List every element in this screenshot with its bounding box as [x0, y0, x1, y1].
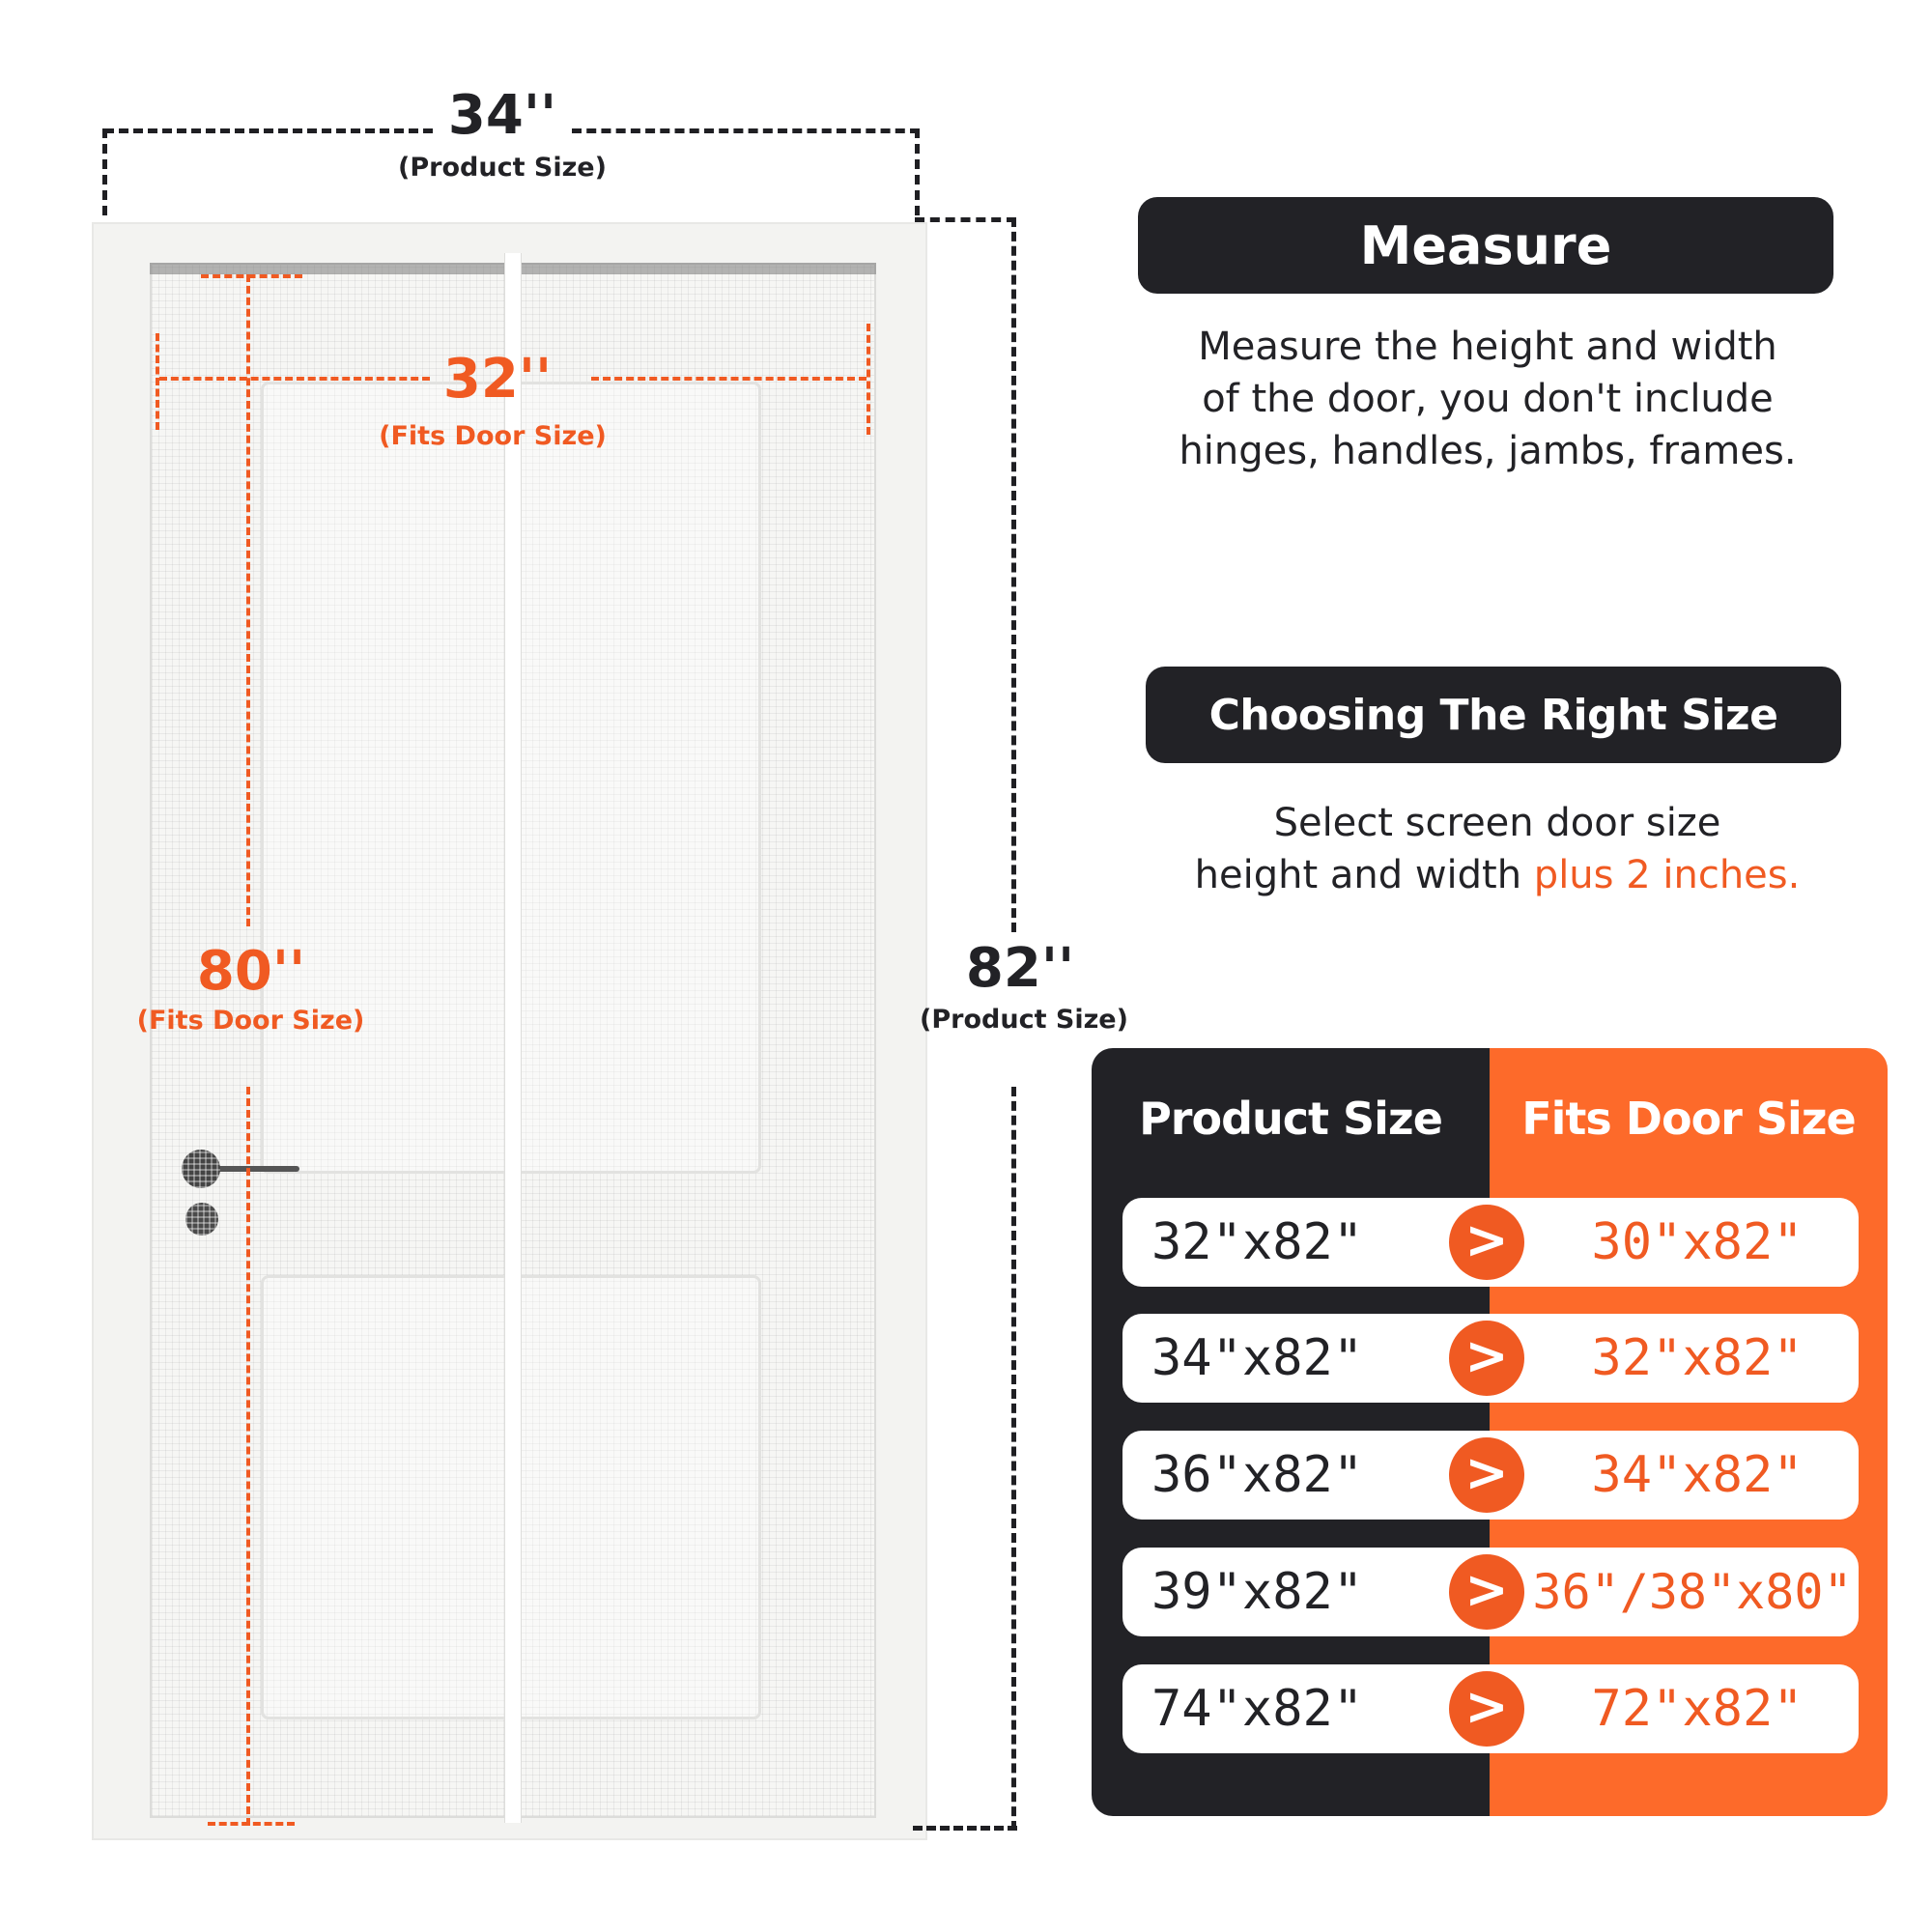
choosing-line-2-prefix: height and width — [1194, 853, 1534, 897]
fits-width-value: 32'' — [442, 348, 553, 411]
row-product-size: 32"x82" — [1151, 1213, 1364, 1271]
choosing-title: Choosing The Right Size — [1146, 667, 1841, 763]
table-header-product: Product Size — [1139, 1093, 1442, 1145]
product-width-value: 34'' — [447, 84, 557, 147]
door-lock-icon — [185, 1203, 218, 1236]
measure-line-2: of the door, you don't include — [1202, 377, 1774, 421]
size-table — [1092, 1048, 1888, 1816]
fits-width-line-right — [591, 377, 867, 381]
measure-title: Measure — [1138, 197, 1833, 294]
fits-width-label: (Fits Door Size) — [379, 421, 607, 451]
fits-height-value: 80'' — [196, 940, 306, 1003]
choosing-line-1: Select screen door size — [1273, 801, 1721, 845]
row-fits-size: 30"x82" — [1591, 1213, 1804, 1271]
measure-description — [1130, 321, 1845, 477]
row-fits-size: 32"x82" — [1591, 1329, 1804, 1387]
row-fits-size: 72"x82" — [1591, 1680, 1804, 1738]
row-product-size: 36"x82" — [1151, 1446, 1364, 1504]
row-product-size: 34"x82" — [1151, 1329, 1364, 1387]
door-handle-lever — [214, 1166, 299, 1172]
row-product-size: 39"x82" — [1151, 1563, 1364, 1621]
product-height-line-bottom — [1011, 1087, 1016, 1831]
row-product-size: 74"x82" — [1151, 1680, 1364, 1738]
product-height-tick-bottom — [913, 1826, 1017, 1831]
measure-line-1: Measure the height and width — [1198, 325, 1777, 369]
product-height-tick-top — [915, 217, 1016, 222]
product-width-tick-right — [915, 128, 920, 215]
product-width-line-right — [572, 128, 920, 133]
fits-height-line-top — [246, 274, 250, 926]
arrow-right-icon: > — [1449, 1205, 1524, 1280]
product-height-label: (Product Size) — [920, 1005, 1128, 1035]
choosing-description — [1130, 797, 1864, 901]
table-row — [1122, 1314, 1859, 1403]
product-height-line-top — [1011, 217, 1016, 932]
product-width-tick-left — [102, 128, 107, 215]
fits-height-line-bottom — [246, 1087, 250, 1826]
table-header-fits: Fits Door Size — [1521, 1093, 1856, 1145]
table-row — [1122, 1664, 1859, 1753]
table-row — [1122, 1548, 1859, 1636]
choosing-line-2-accent: plus 2 inches. — [1533, 853, 1801, 897]
fits-width-tick-right — [867, 324, 870, 435]
table-row — [1122, 1198, 1859, 1287]
door-handle-icon — [182, 1150, 220, 1188]
product-width-line-left — [104, 128, 433, 133]
fits-height-label: (Fits Door Size) — [136, 1006, 365, 1036]
fits-height-tick-bottom — [208, 1822, 295, 1826]
product-height-value: 82'' — [965, 937, 1075, 1000]
row-fits-size: 34"x82" — [1591, 1446, 1804, 1504]
arrow-right-icon: > — [1449, 1671, 1524, 1747]
arrow-right-icon: > — [1449, 1437, 1524, 1513]
arrow-right-icon: > — [1449, 1554, 1524, 1630]
arrow-right-icon: > — [1449, 1321, 1524, 1396]
product-width-label: (Product Size) — [398, 153, 607, 183]
fits-width-tick-left — [156, 333, 159, 430]
row-fits-size: 36"/38"x80" — [1532, 1564, 1853, 1620]
fits-width-line-left — [159, 377, 430, 381]
table-row — [1122, 1431, 1859, 1520]
measure-line-3: hinges, handles, jambs, frames. — [1179, 429, 1797, 473]
choosing-line-2 — [1130, 849, 1864, 901]
fits-height-tick-top — [201, 274, 302, 278]
magnetic-seam — [504, 253, 522, 1823]
